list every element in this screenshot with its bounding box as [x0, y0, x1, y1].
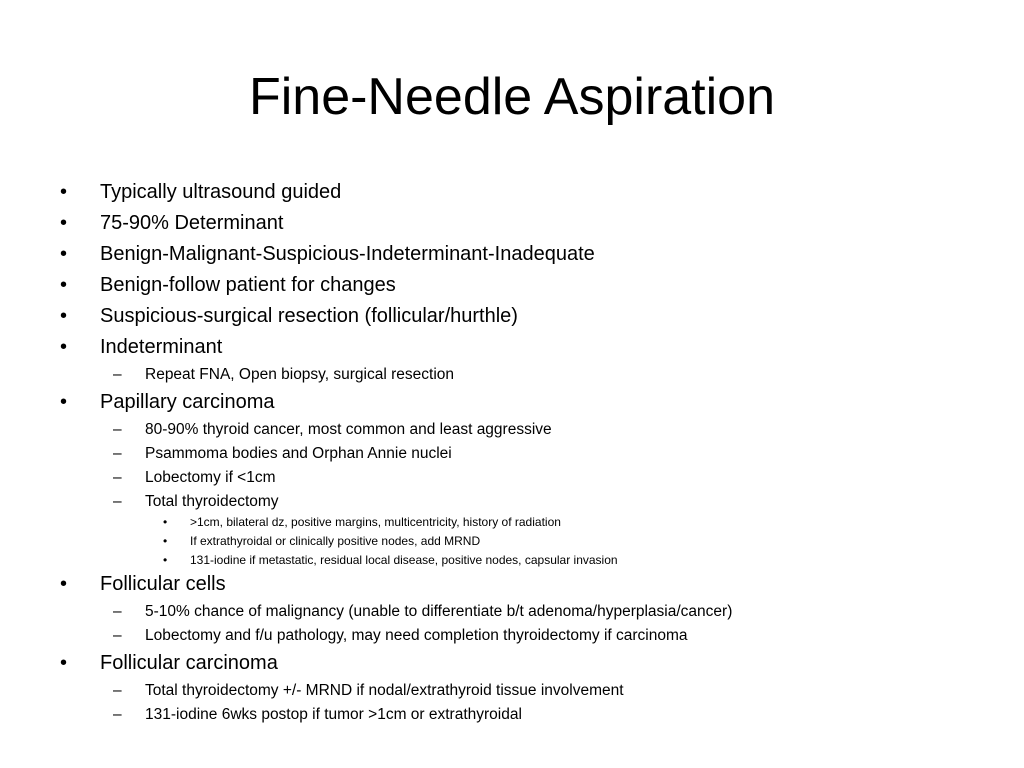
list-item: Suspicious-surgical resection (follicular/hurthle) — [100, 305, 518, 327]
list-subitem: Total thyroidectomy +/- MRND if nodal/extrathyroid tissue involvement — [145, 682, 624, 699]
list-subitem: 80-90% thyroid cancer, most common and least aggressive — [145, 421, 552, 438]
bullet-marker: • — [60, 212, 68, 234]
dash-marker: – — [113, 706, 122, 723]
list-item: Follicular cells — [100, 573, 226, 595]
list-item: Typically ultrasound guided — [100, 181, 342, 203]
dash-marker: – — [113, 627, 122, 644]
bullet-marker: • — [60, 652, 68, 674]
small-bullet-marker: • — [163, 553, 168, 567]
list-subsubitem: 131-iodine if metastatic, residual local disease, positive nodes, capsular invasion — [190, 553, 618, 567]
list-subitem: Repeat FNA, Open biopsy, surgical resection — [145, 366, 455, 383]
bullet-marker: • — [60, 274, 68, 296]
bullet-marker: • — [60, 305, 68, 327]
slide-title: Fine-Needle Aspiration — [248, 68, 776, 126]
bullet-marker: • — [60, 243, 68, 265]
dash-marker: – — [113, 682, 122, 699]
bullet-marker: • — [60, 336, 68, 358]
list-item: Indeterminant — [100, 336, 223, 358]
list-subitem: 131-iodine 6wks postop if tumor >1cm or extrathyroidal — [145, 706, 522, 723]
small-bullet-marker: • — [163, 534, 168, 548]
list-subitem: Lobectomy if <1cm — [145, 469, 276, 486]
list-item: Benign-Malignant-Suspicious-Indeterminant-Inadequate — [100, 243, 595, 265]
list-subsubitem: >1cm, bilateral dz, positive margins, multicentricity, history of radiation — [190, 515, 561, 529]
dash-marker: – — [113, 421, 122, 438]
list-item: Papillary carcinoma — [100, 391, 275, 413]
list-item: Follicular carcinoma — [100, 652, 278, 674]
list-subitem: Psammoma bodies and Orphan Annie nuclei — [145, 445, 452, 462]
list-item: 75-90% Determinant — [100, 212, 284, 234]
list-subitem: 5-10% chance of malignancy (unable to differentiate b/t adenoma/hyperplasia/cancer) — [145, 603, 733, 620]
dash-marker: – — [113, 469, 122, 486]
bullet-marker: • — [60, 181, 68, 203]
dash-marker: – — [113, 366, 122, 383]
bullet-marker: • — [60, 573, 68, 595]
list-subitem: Total thyroidectomy — [145, 493, 279, 510]
list-subitem: Lobectomy and f/u pathology, may need completion thyroidectomy if carcinoma — [145, 627, 688, 644]
list-item: Benign-follow patient for changes — [100, 274, 396, 296]
dash-marker: – — [113, 603, 122, 620]
dash-marker: – — [113, 445, 122, 462]
dash-marker: – — [113, 493, 122, 510]
list-subsubitem: If extrathyroidal or clinically positive nodes, add MRND — [190, 534, 481, 548]
small-bullet-marker: • — [163, 515, 168, 529]
bullet-marker: • — [60, 391, 68, 413]
